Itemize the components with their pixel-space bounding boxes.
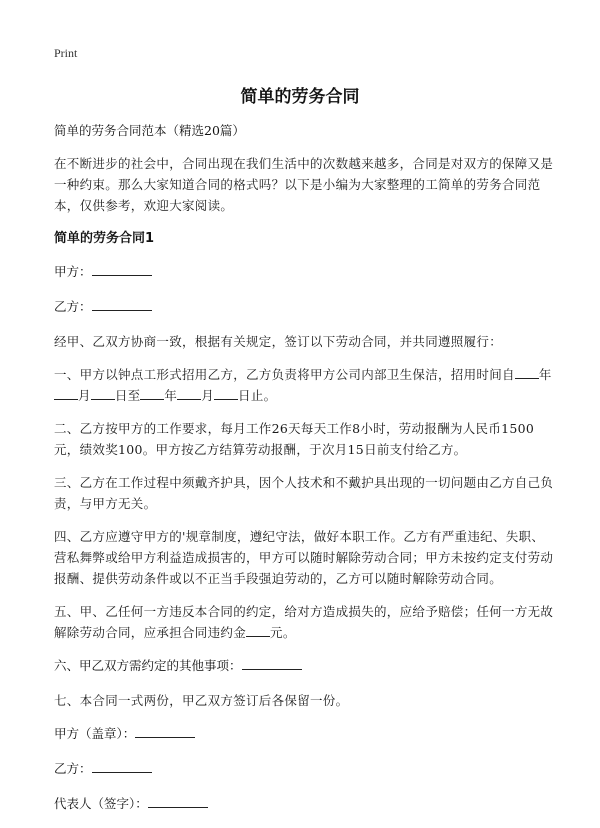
clause-1-text: 一、甲方以钟点工形式招用乙方，乙方负责将甲方公司内部卫生保洁，招用时间自 xyxy=(54,367,515,382)
year-label: 年 xyxy=(164,388,178,403)
penalty-blank xyxy=(246,622,270,637)
sign-rep-field xyxy=(54,793,554,814)
sign-b-blank xyxy=(92,758,152,773)
start-month-blank xyxy=(54,385,78,400)
end-day-blank xyxy=(214,385,238,400)
sign-rep-blank xyxy=(148,793,208,808)
year-label: 年 xyxy=(538,367,552,382)
day-end-label: 日止。 xyxy=(238,388,277,403)
subtitle: 简单的劳务合同范本（精选20篇） xyxy=(54,123,245,138)
month-label: 月 xyxy=(201,388,215,403)
clause-7: 七、本合同一式两份，甲乙双方签订后各保留一份。 xyxy=(54,693,349,708)
section-heading: 简单的劳务合同1 xyxy=(54,231,155,246)
other-matters-blank xyxy=(242,655,302,670)
document-body xyxy=(54,120,554,828)
party-a-label: 甲方： xyxy=(54,264,92,279)
clause-1 xyxy=(54,364,554,406)
clause-3: 三、乙方在工作过程中须戴齐护具，因个人技术和不戴护具出现的一切问题由乙方自己负责，与甲方无关。 xyxy=(54,475,554,511)
print-link[interactable]: Print xyxy=(54,46,78,60)
clause-2: 二、乙方按甲方的工作要求，每月工作26天每天工作8小时，劳动报酬为人民币1500元，绩效奖100。甲方按乙方结算劳动报酬，于次月15日前支付给乙方。 xyxy=(54,421,535,457)
end-year-blank xyxy=(140,385,164,400)
start-year-blank xyxy=(515,364,539,379)
party-b-label: 乙方： xyxy=(54,299,92,314)
preamble: 经甲、乙双方协商一致，根据有关规定，签订以下劳动合同，并共同遵照履行： xyxy=(54,334,503,349)
clause-5 xyxy=(54,601,554,643)
sign-a-label: 甲方（盖章）： xyxy=(54,726,136,741)
intro-paragraph: 在不断进步的社会中，合同出现在我们生活中的次数越来越多，合同是对双方的保障又是一种约束。那么大家知道合同的格式吗？以下是小编为大家整理的工简单的劳务合同范本，仅供参考，欢迎大家阅读。 xyxy=(54,156,554,213)
sign-b-field xyxy=(54,758,554,779)
party-a-blank xyxy=(92,261,152,276)
clause-5-text: 五、甲、乙任何一方违反本合同的约定，给对方造成损失的，应给予赔偿；任何一方无故解除劳动合同，应承担合同违约金 xyxy=(54,604,554,640)
party-b-blank xyxy=(92,296,152,311)
sign-a-field xyxy=(54,723,554,744)
sign-b-label: 乙方： xyxy=(54,761,92,776)
party-b-field xyxy=(54,296,554,317)
sign-rep-label: 代表人（签字）： xyxy=(54,796,148,811)
month-label: 月 xyxy=(78,388,91,403)
end-month-blank xyxy=(177,385,201,400)
sign-a-blank xyxy=(135,723,195,738)
start-day-blank xyxy=(91,385,115,400)
clause-6-text: 六、甲乙双方需约定的其他事项： xyxy=(54,658,242,673)
clause-5-suffix: 元。 xyxy=(270,625,296,640)
clause-6 xyxy=(54,655,554,676)
clause-4: 四、乙方应遵守甲方的'规章制度，遵纪守法，做好本职工作。乙方有严重违纪、失职、营私舞弊或给甲方利益造成损害的，甲方可以随时解除劳动合同；甲方未按约定支付劳动报酬、提供劳动条件或以不正当手段强迫劳动的，乙方可以随时解除劳动合同。 xyxy=(54,529,554,586)
party-a-field xyxy=(54,261,554,282)
day-to-label: 日至 xyxy=(114,388,141,403)
page-title: 简单的劳务合同 xyxy=(240,87,360,107)
